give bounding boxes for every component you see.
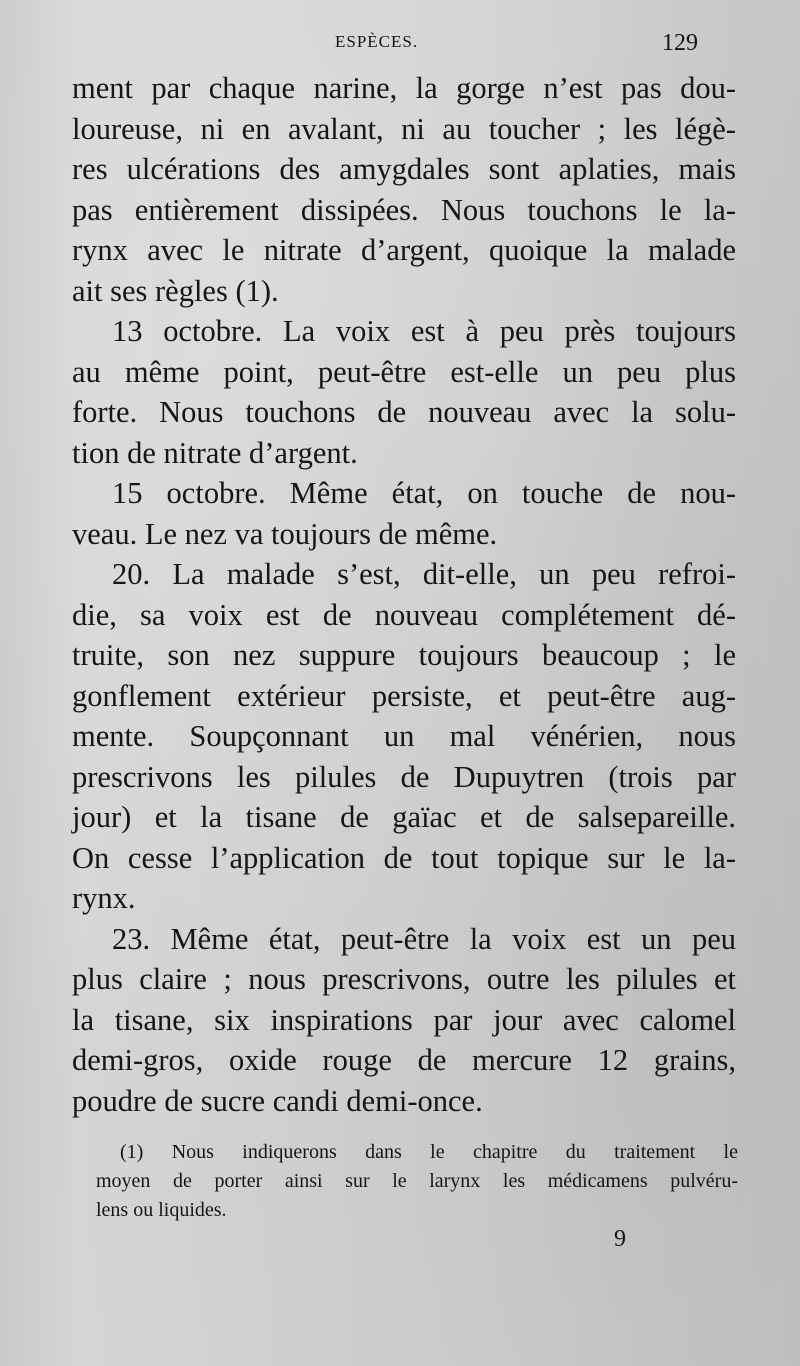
footnote-line: moyen de porter ainsi sur le larynx les médicamens pulvéru- (96, 1170, 738, 1192)
page-number: 129 (662, 30, 698, 56)
text-line: prescrivons les pilules de Dupuytren (trois par (72, 759, 736, 794)
text-line: pas entièrement dissipées. Nous touchons le la- (72, 192, 736, 227)
text-line: rynx. (72, 881, 136, 915)
text-line: 20. La malade s’est, dit-elle, un peu refroi- (112, 557, 736, 591)
text-line: 23. Même état, peut-être la voix est un peu (112, 921, 736, 956)
text-line: 15 octobre. Même état, on touche de nou- (112, 476, 736, 510)
footnote-line: lens ou liquides. (96, 1199, 227, 1221)
running-title: ESPÈCES. (335, 32, 419, 51)
text-line: demi-gros, oxide rouge de mercure 12 grains, (72, 1043, 736, 1077)
text-line: forte. Nous touchons de nouveau avec la solu- (72, 395, 736, 429)
text-line: mente. Soupçonnant un mal vénérien, nous (72, 719, 736, 753)
text-line: gonflement extérieur persiste, et peut-être aug- (72, 678, 736, 713)
text-line: la tisane, six inspirations par jour avec calomel (72, 1002, 736, 1037)
text-line: plus claire ; nous prescrivons, outre les pilules et (72, 962, 736, 996)
text-line: veau. Le nez va toujours de même. (72, 516, 498, 551)
footnote (96, 1138, 738, 1225)
text-line: res ulcérations des amygdales sont aplaties, mais (72, 152, 736, 186)
text-line: rynx avec le nitrate d’argent, quoique la malade (72, 233, 736, 267)
text-line: poudre de sucre candi demi-once. (72, 1083, 483, 1118)
text-line: jour) et la tisane de gaïac et de salsepareille. (72, 800, 736, 834)
text-line: On cesse l’application de tout topique sur le la- (72, 840, 736, 875)
running-head (0, 30, 800, 60)
text-line: truite, son nez suppure toujours beaucoup ; le (72, 638, 736, 672)
text-line: die, sa voix est de nouveau complétement dé- (72, 597, 736, 632)
text-line: ment par chaque narine, la gorge n’est pas dou- (72, 71, 736, 105)
body-text (72, 68, 736, 1121)
text-line: 13 octobre. La voix est à peu près toujours (112, 314, 736, 348)
signature-mark: 9 (614, 1226, 626, 1252)
text-line: au même point, peut-être est-elle un peu plus (72, 354, 736, 389)
text-line: tion de nitrate d’argent. (72, 435, 358, 470)
text-line: ait ses règles (1). (72, 273, 279, 308)
text-line: loureuse, ni en avalant, ni au toucher ; les légè- (72, 111, 736, 146)
footnote-line: (1) Nous indiquerons dans le chapitre du traitement le (120, 1141, 738, 1163)
